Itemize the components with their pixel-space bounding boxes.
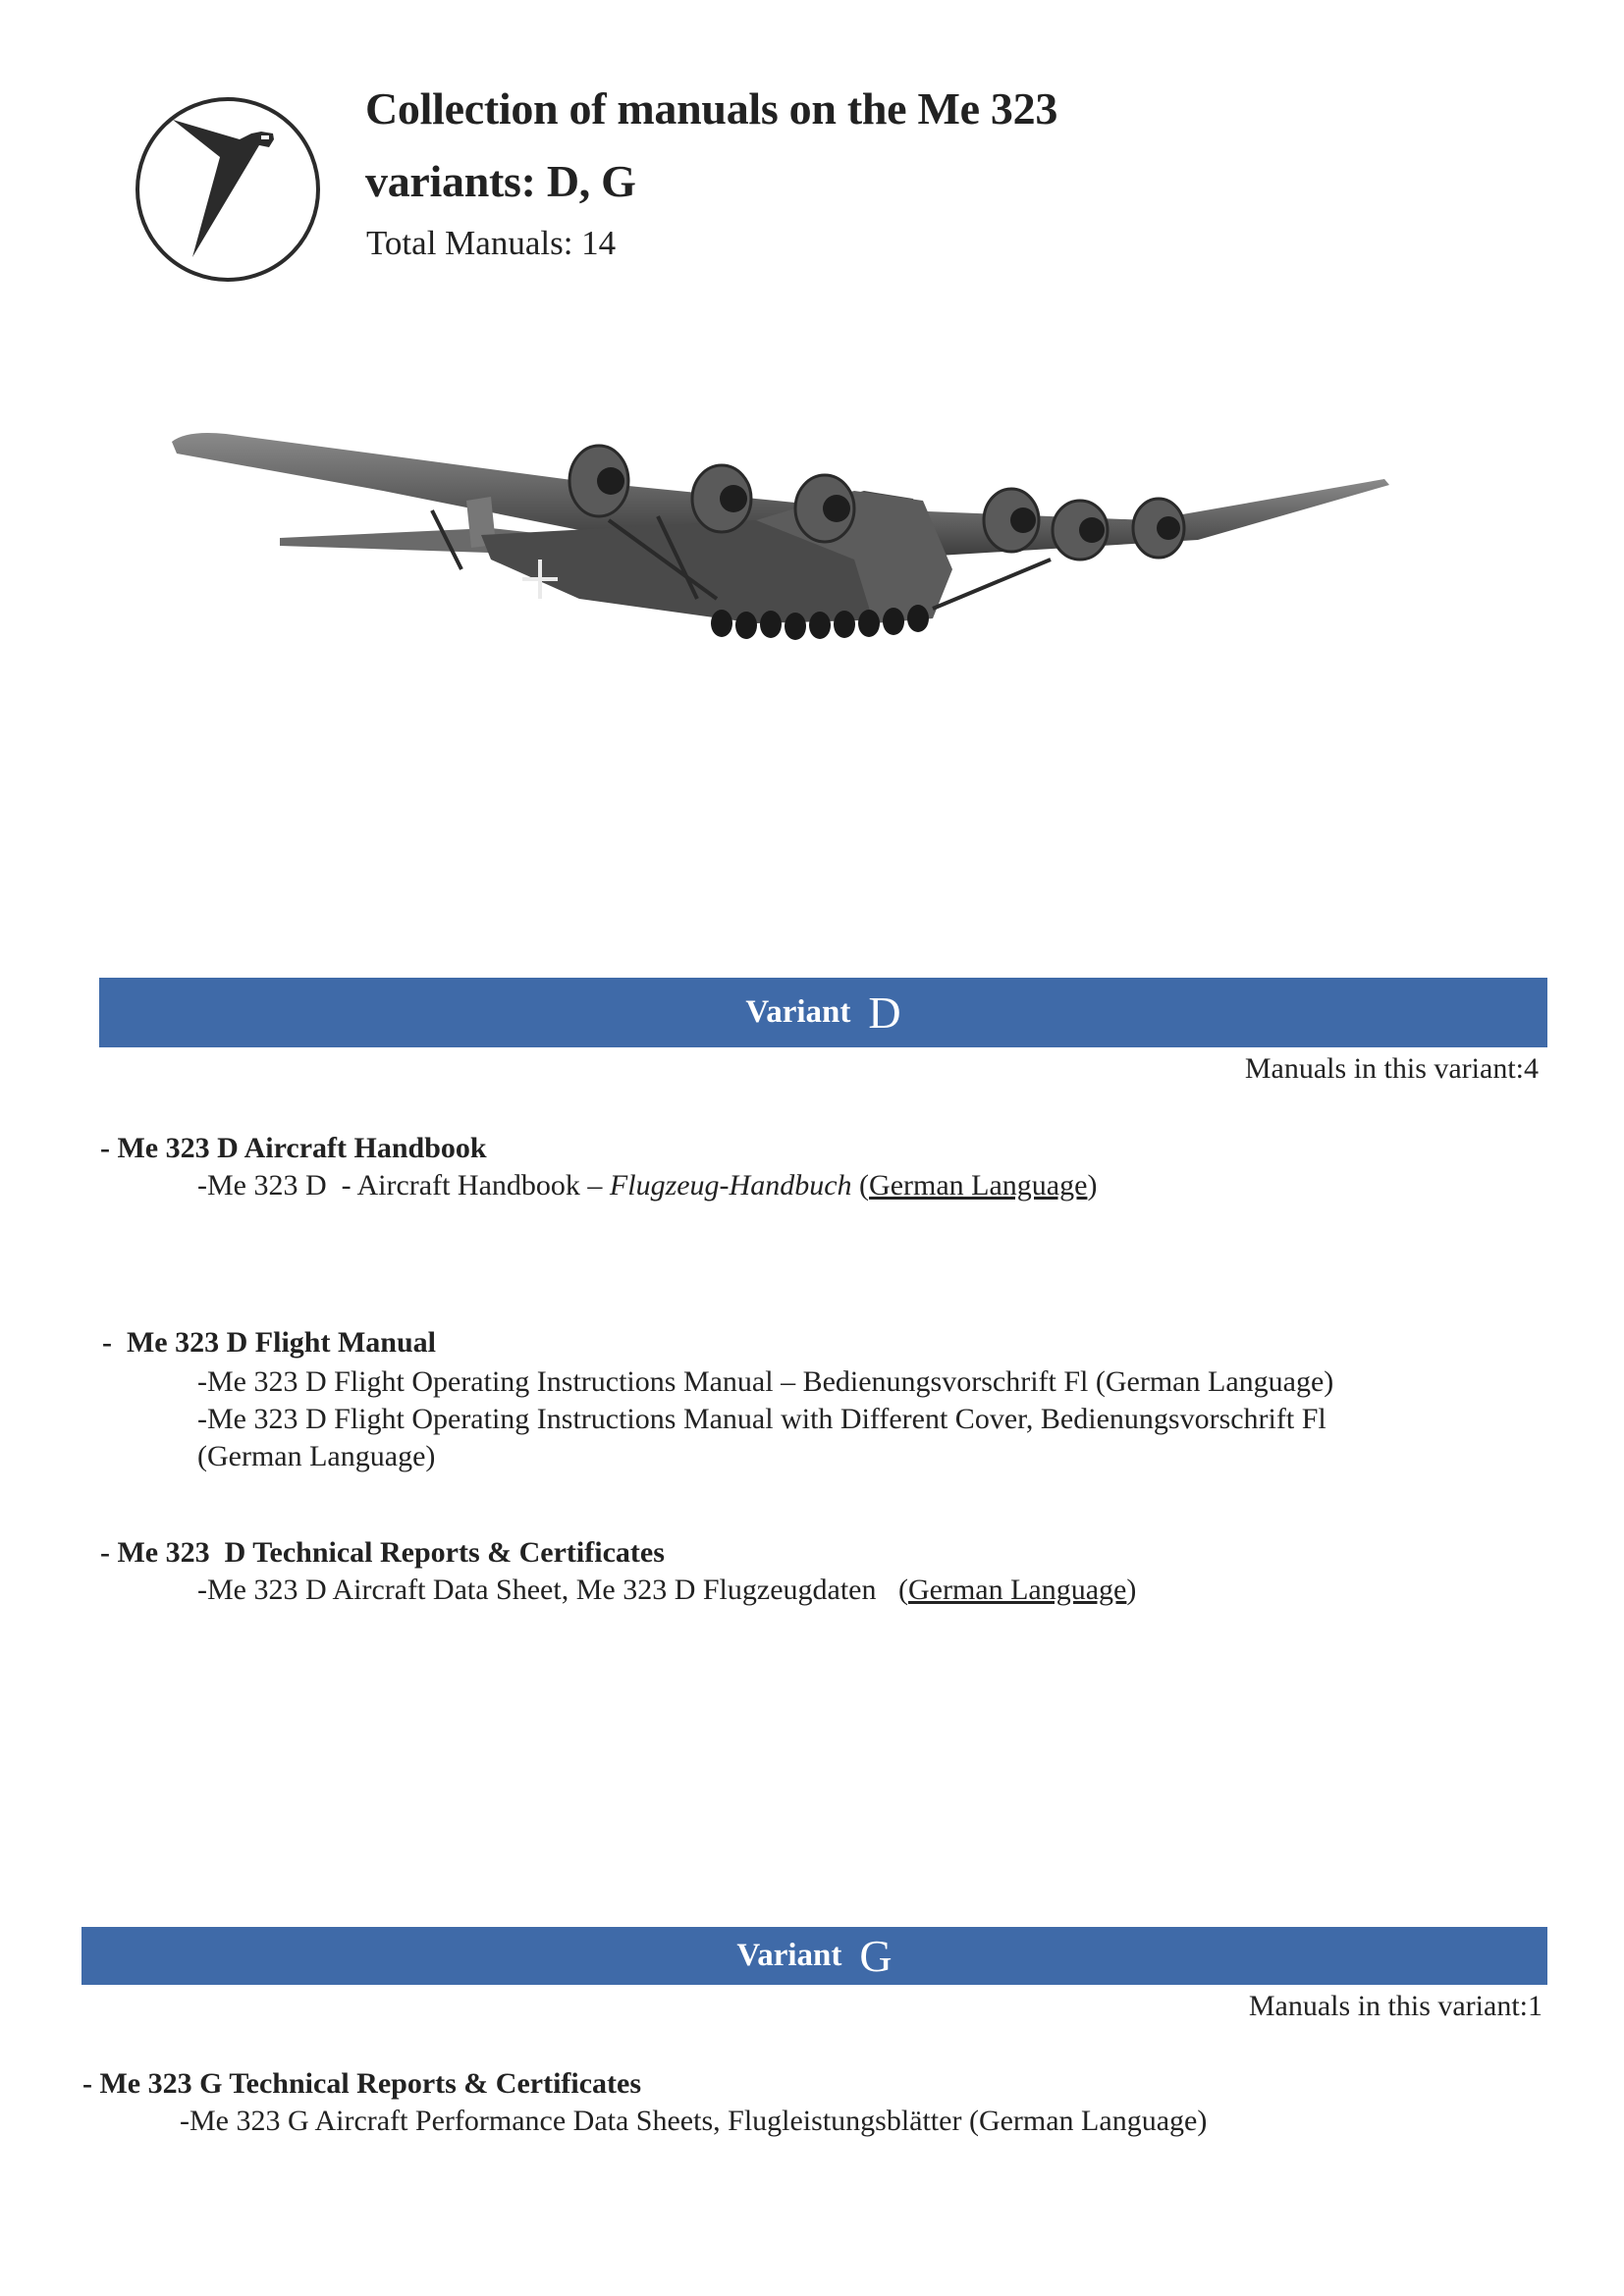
total-manuals-count: Total Manuals: 14 xyxy=(366,224,617,262)
section-heading-d-technical-reports: - Me 323 D Technical Reports & Certificates xyxy=(100,1536,665,1569)
variant-label: Variant xyxy=(736,1938,842,1973)
aircraft-photo xyxy=(167,422,1394,648)
german-language-link[interactable]: German Language xyxy=(869,1169,1088,1201)
manual-entry[interactable]: -Me 323 D Flight Operating Instructions Manual with Different Cover, Bedienungsvorschrift Fl xyxy=(197,1403,1326,1435)
manual-entry-text: -Me 323 D - Aircraft Handbook – xyxy=(197,1169,610,1201)
section-heading-d-flight-manual: - Me 323 D Flight Manual xyxy=(102,1326,436,1359)
document-title-line1: Collection of manuals on the Me 323 xyxy=(365,83,1058,133)
manual-entry-text: ) xyxy=(1087,1169,1098,1201)
manual-entry[interactable] xyxy=(197,1171,1097,1201)
manual-entry[interactable] xyxy=(197,1575,1136,1605)
variant-d-banner xyxy=(99,978,1547,1047)
manual-entry-continuation[interactable]: (German Language) xyxy=(197,1440,436,1472)
manual-entry[interactable]: -Me 323 D Flight Operating Instructions Manual – Bedienungsvorschrift Fl (German Language) xyxy=(197,1365,1334,1398)
manual-entry-text: ) xyxy=(1126,1574,1137,1606)
variant-g-manual-count: Manuals in this variant:1 xyxy=(1248,1990,1543,2022)
manual-entry[interactable]: -Me 323 G Aircraft Performance Data Sheets, Flugleistungsblätter (German Language) xyxy=(180,2105,1208,2137)
german-language-link[interactable]: German Language xyxy=(907,1574,1127,1606)
manual-entry-text: -Me 323 D Aircraft Data Sheet, Me 323 D Flugzeugdaten ( xyxy=(197,1574,908,1606)
section-heading-g-technical-reports: - Me 323 G Technical Reports & Certificates xyxy=(82,2067,642,2100)
manual-entry-text: ( xyxy=(851,1169,870,1201)
variant-d-manual-count: Manuals in this variant:4 xyxy=(1244,1052,1539,1085)
variant-letter: D xyxy=(868,987,901,1038)
variant-label: Variant xyxy=(745,994,851,1030)
variant-letter: G xyxy=(859,1930,893,1981)
document-title-line2: variants: D, G xyxy=(365,156,636,206)
messerschmitt-bird-logo-icon xyxy=(134,96,322,283)
variant-g-banner xyxy=(81,1927,1547,1985)
manual-entry-german-title: Flugzeug-Handbuch xyxy=(609,1169,852,1201)
section-heading-d-aircraft-handbook: - Me 323 D Aircraft Handbook xyxy=(100,1132,487,1164)
